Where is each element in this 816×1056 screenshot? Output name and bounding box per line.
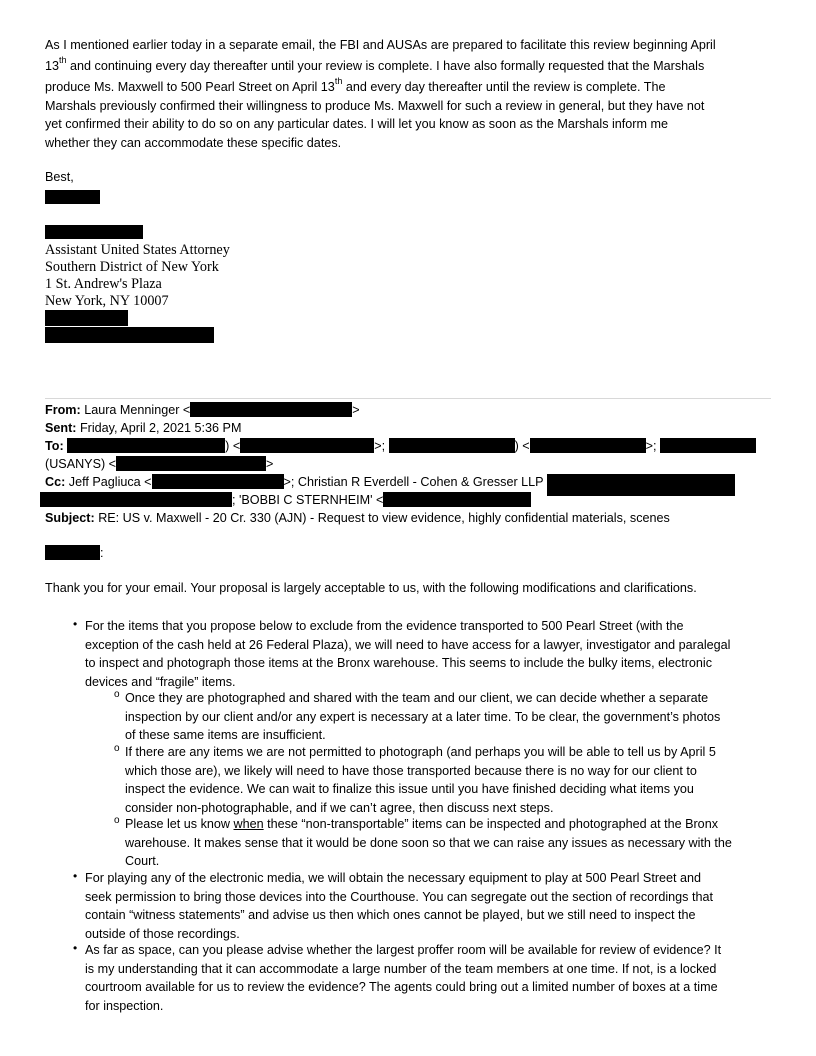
text-segment: and continuing every day thereafter until your review is complete. I have also formally requested that the Marshals xyxy=(66,58,705,73)
text-segment: For the items that you propose below to exclude from the evidence transported to 500 Pearl Street (with the xyxy=(85,619,684,633)
text-segment: As I mentioned earlier today in a separate email, the FBI and AUSAs are prepared to facilitate this review beginning April xyxy=(45,38,716,52)
text-line xyxy=(85,997,721,1016)
signature-line: Southern District of New York xyxy=(45,259,219,275)
intro-paragraph xyxy=(45,36,716,152)
redaction xyxy=(45,545,100,560)
text-segment: these “non-transportable” items can be inspected and photographed at the Bronx xyxy=(263,817,718,831)
bullet-icon: • xyxy=(73,869,78,883)
subject-value: RE: US v. Maxwell - 20 Cr. 330 (AJN) - Request to view evidence, highly confidential materials, scenes xyxy=(98,511,670,525)
redaction xyxy=(190,402,352,417)
text-line xyxy=(85,869,713,888)
redaction xyxy=(116,456,266,471)
email-header xyxy=(45,401,756,527)
greeting-colon: : xyxy=(100,546,104,560)
text-segment: whether they can accommodate these specific dates. xyxy=(45,135,342,150)
from-label: From: xyxy=(45,403,81,417)
to-row: To: ) < >; ) < >; xyxy=(45,437,756,455)
to-label: To: xyxy=(45,439,64,453)
text-line xyxy=(45,55,716,76)
redaction xyxy=(389,438,515,453)
signature-block xyxy=(45,242,230,310)
text-line xyxy=(85,941,721,960)
redaction xyxy=(45,190,100,204)
sent-row xyxy=(45,419,756,437)
text-line xyxy=(125,762,716,781)
bullet-icon: • xyxy=(73,941,78,955)
text-line xyxy=(85,617,730,636)
bullet-item xyxy=(73,617,731,691)
to-row-continued: (USANYS) < > xyxy=(45,457,274,471)
text-line xyxy=(85,636,730,655)
sub-bullet-item xyxy=(114,815,732,871)
underlined-text: when xyxy=(233,817,264,831)
sent-value: Friday, April 2, 2021 5:36 PM xyxy=(79,421,242,435)
circle-bullet-icon: o xyxy=(114,815,120,826)
text-line xyxy=(85,978,721,997)
redaction xyxy=(383,492,531,507)
subject-label: Subject: xyxy=(45,511,95,525)
bullet-icon: • xyxy=(73,617,78,631)
text-segment: Marshals previously confirmed their willingness to produce Ms. Maxwell for such a review in general, but they have not xyxy=(45,98,705,113)
text-segment: Court. xyxy=(125,854,160,869)
text-segment: contain “witness statements” and advise us then which ones cannot be played, but we still need to inspect the xyxy=(85,908,696,923)
text-segment: of these same items are insufficient. xyxy=(125,728,326,743)
sent-label: Sent: xyxy=(45,421,77,435)
redaction xyxy=(240,438,374,453)
text-segment: inspect the evidence. We can wait to finalize this issue until you have finished deciding what items you xyxy=(125,782,694,797)
text-segment: consider non-photographable, and if we can’t agree, then discuss next steps. xyxy=(125,800,554,815)
redaction xyxy=(152,474,284,489)
text-segment: For playing any of the electronic media, we will obtain the necessary equipment to play at 500 Pearl Street and xyxy=(85,871,702,885)
text-line xyxy=(85,654,730,673)
text-segment: seek permission to bring those devices into the Courthouse. You can segregate out the section of recordings that xyxy=(85,889,713,904)
bullet-item xyxy=(73,941,722,1015)
text-line xyxy=(45,97,716,116)
text-segment: produce Ms. Maxwell to 500 Pearl Street on April 13 xyxy=(45,79,335,94)
text-segment: warehouse. It makes sense that it would be done soon so that we can raise any issues as necessary with the xyxy=(125,835,732,850)
text-line xyxy=(85,960,721,979)
text-segment: courtroom available for us to review the evidence? The agents could bring out a limited number of boxes at a time xyxy=(85,980,718,995)
redaction xyxy=(45,310,128,326)
signature-line: New York, NY 10007 xyxy=(45,293,169,309)
text-line xyxy=(45,36,716,55)
text-segment: As far as space, can you please advise whether the largest proffer room will be available for review of evidence? It xyxy=(85,943,722,957)
cc-row xyxy=(45,473,756,491)
subject-row xyxy=(45,509,756,527)
signature-line: Assistant United States Attorney xyxy=(45,242,230,258)
superscript: th xyxy=(59,54,67,65)
text-line xyxy=(125,834,732,853)
redaction xyxy=(40,492,232,507)
redaction xyxy=(660,438,756,453)
text-segment: yet confirmed their ability to do so on any particular dates. I will let you know as soon as the Marshals inform me xyxy=(45,117,668,132)
text-line xyxy=(125,689,720,708)
circle-bullet-icon: o xyxy=(114,689,120,700)
text-line xyxy=(125,743,716,762)
bullet-item xyxy=(73,869,713,943)
text-line xyxy=(125,780,716,799)
text-segment: exception of the cash held at 26 Federal Plaza), we will need to have access for a lawyer, investigator and paralegal xyxy=(85,637,731,652)
from-row: From: Laura Menninger < > xyxy=(45,403,360,417)
text-segment: inspection by our client and/or any expert is necessary at a later time. To be clear, the government’s photos xyxy=(125,709,721,724)
text-line xyxy=(45,115,716,134)
text-line xyxy=(45,134,716,153)
greeting xyxy=(45,545,104,560)
redaction xyxy=(530,438,646,453)
text-segment: is my understanding that it can accommodate a large number of the team members at one time. If not, is a locked xyxy=(85,961,717,976)
cc-value: Jeff Pagliuca < xyxy=(68,475,152,489)
text-segment: Once they are photographed and shared with the team and our client, we can decide whether a separate xyxy=(125,691,709,705)
sub-bullet-item xyxy=(114,743,716,817)
circle-bullet-icon: o xyxy=(114,743,120,754)
text-segment: outside of those recordings. xyxy=(85,926,240,941)
text-line xyxy=(85,906,713,925)
text-segment: devices and “fragile” items. xyxy=(85,674,236,689)
superscript: th xyxy=(334,75,343,86)
redaction xyxy=(547,474,735,496)
from-value: Laura Menninger < xyxy=(84,403,191,417)
signature-line: 1 St. Andrew's Plaza xyxy=(45,276,162,292)
text-line xyxy=(125,708,720,727)
text-segment: Please let us know xyxy=(125,817,234,831)
to-value: (USANYS) < xyxy=(45,457,117,471)
text-line xyxy=(125,852,732,871)
text-segment: 13 xyxy=(45,58,60,73)
text-line xyxy=(85,888,713,907)
text-segment: for inspection. xyxy=(85,998,164,1013)
opening-line: Thank you for your email. Your proposal is largely acceptable to us, with the following modifications and clarifications. xyxy=(45,581,697,595)
text-line xyxy=(125,815,732,834)
text-segment: and every day thereafter until the review is complete. The xyxy=(342,79,666,94)
cc-label: Cc: xyxy=(45,475,66,489)
text-segment: If there are any items we are not permitted to photograph (and perhaps you will be able to tell us by April 5 xyxy=(125,745,716,759)
text-segment: which those are), we likely will need to have those transported because there is no way for our client to xyxy=(125,763,697,778)
sub-bullet-item xyxy=(114,689,721,745)
text-line xyxy=(125,726,720,745)
text-segment: to inspect and photograph those items at the Bronx warehouse. This seems to include the bulky items, electronic xyxy=(85,656,713,671)
divider xyxy=(45,398,771,399)
redaction xyxy=(45,327,214,343)
cc-value: >; Christian R Everdell - Cohen & Gresser LLP xyxy=(283,475,544,489)
text-line xyxy=(45,76,716,97)
redaction xyxy=(67,438,225,453)
cc-value: ; 'BOBBI C STERNHEIM' < xyxy=(232,493,384,507)
redaction xyxy=(45,225,143,239)
closing: Best, xyxy=(45,170,74,184)
